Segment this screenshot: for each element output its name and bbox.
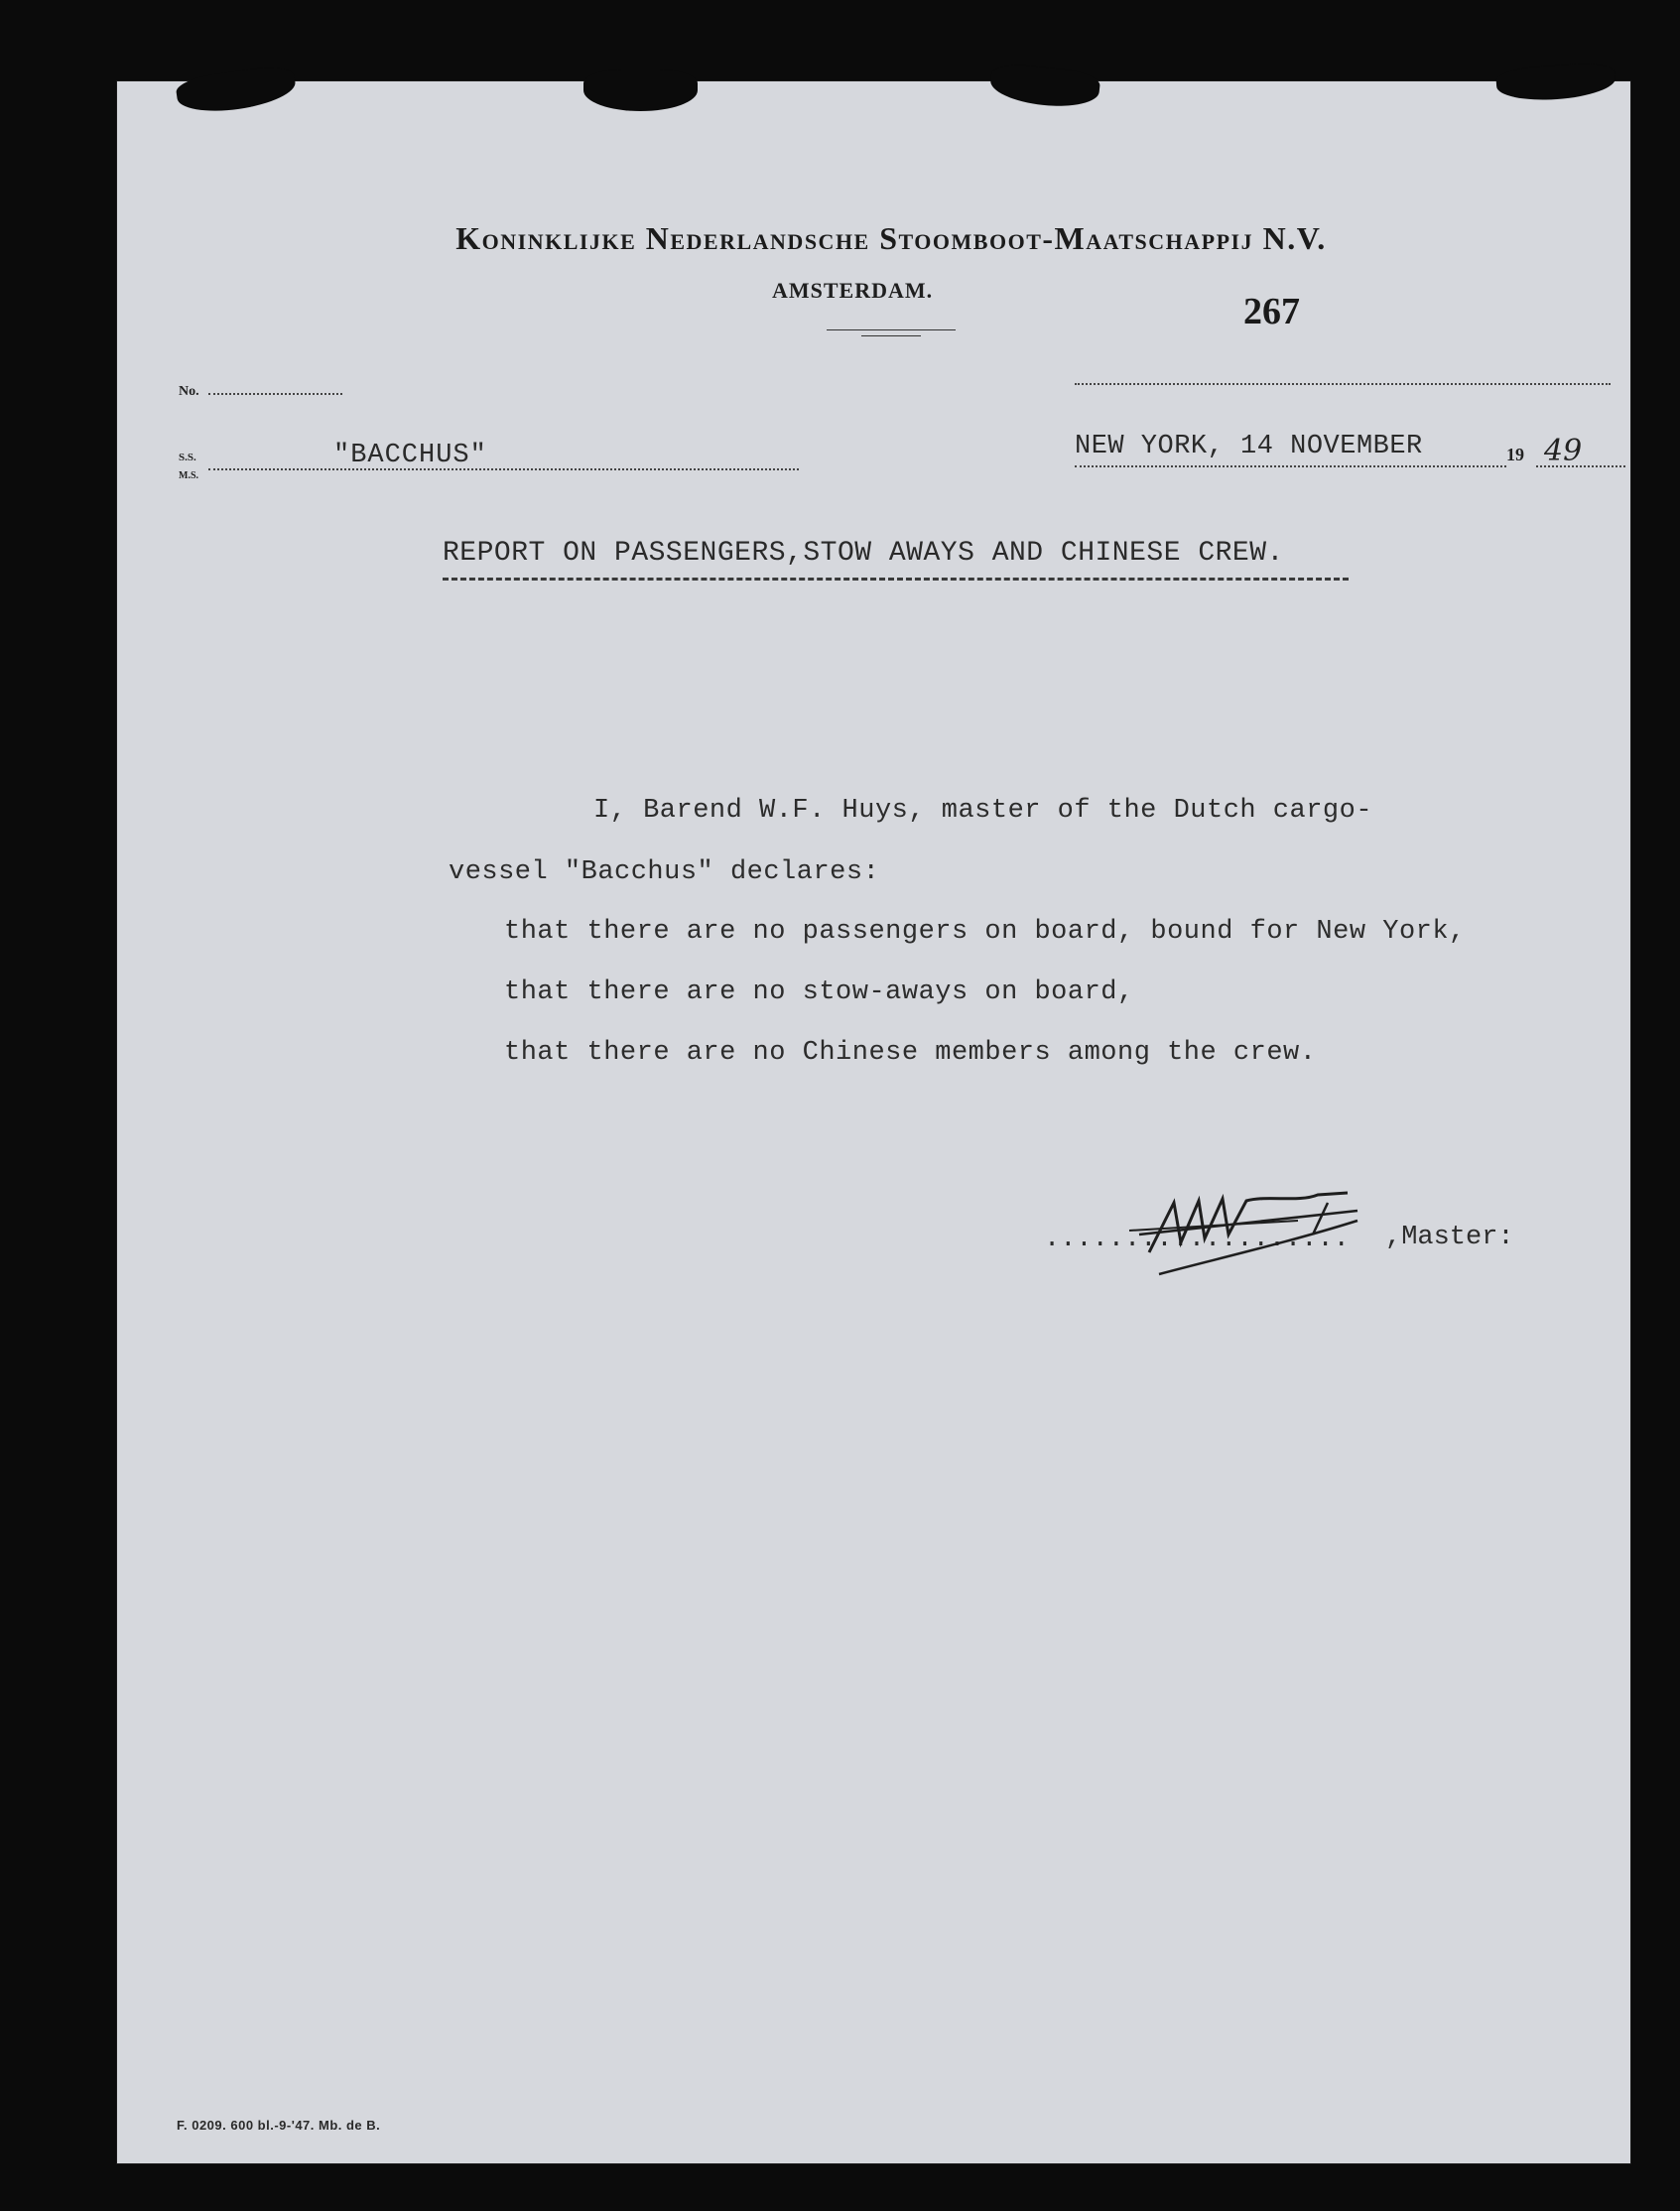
body-line: I, Barend W.F. Huys, master of the Dutch cargo- xyxy=(593,796,1373,826)
body-line: that there are no Chinese members among the crew. xyxy=(504,1038,1317,1068)
torn-edge-mark xyxy=(583,69,698,111)
report-date: NEW YORK, 14 NOVEMBER xyxy=(1075,432,1423,461)
body-line: that there are no passengers on board, bound for New York, xyxy=(504,917,1466,947)
divider xyxy=(827,329,956,330)
no-field-line xyxy=(208,393,342,395)
report-title: REPORT ON PASSENGERS,STOW AWAYS AND CHINESE CREW. xyxy=(443,538,1284,569)
company-name: Koninklijke Nederlandsche Stoomboot-Maatschappij N.V. xyxy=(455,220,1327,256)
no-label: No. xyxy=(179,384,199,399)
ms-label: M.S. xyxy=(179,470,198,481)
divider xyxy=(861,335,921,336)
document-sheet xyxy=(117,81,1630,2163)
year-field-line xyxy=(1536,465,1625,467)
torn-edge-mark xyxy=(175,64,298,117)
torn-edge-mark xyxy=(1495,62,1616,103)
body-line: that there are no stow-aways on board, xyxy=(504,977,1134,1007)
handwritten-signature xyxy=(1119,1173,1397,1282)
form-code: F. 0209. 600 bl.-9-'47. Mb. de B. xyxy=(177,2118,381,2133)
ss-label: S.S. xyxy=(179,452,196,463)
year-prefix: 19 xyxy=(1506,445,1524,464)
torn-edge-mark xyxy=(988,62,1100,110)
date-field-line xyxy=(1075,465,1506,467)
signature-role: ,Master: xyxy=(1385,1223,1514,1252)
body-line: vessel "Bacchus" declares: xyxy=(449,857,880,887)
ship-field-line xyxy=(208,468,799,470)
year-handwritten: 49 xyxy=(1544,434,1583,468)
title-underline xyxy=(443,578,1349,581)
top-right-line xyxy=(1075,383,1611,385)
ship-name: "BACCHUS" xyxy=(333,441,487,470)
company-city: AMSTERDAM. xyxy=(772,278,934,303)
document-number: 267 xyxy=(1243,291,1300,332)
signature-dotted-line: ................... xyxy=(1044,1225,1350,1254)
